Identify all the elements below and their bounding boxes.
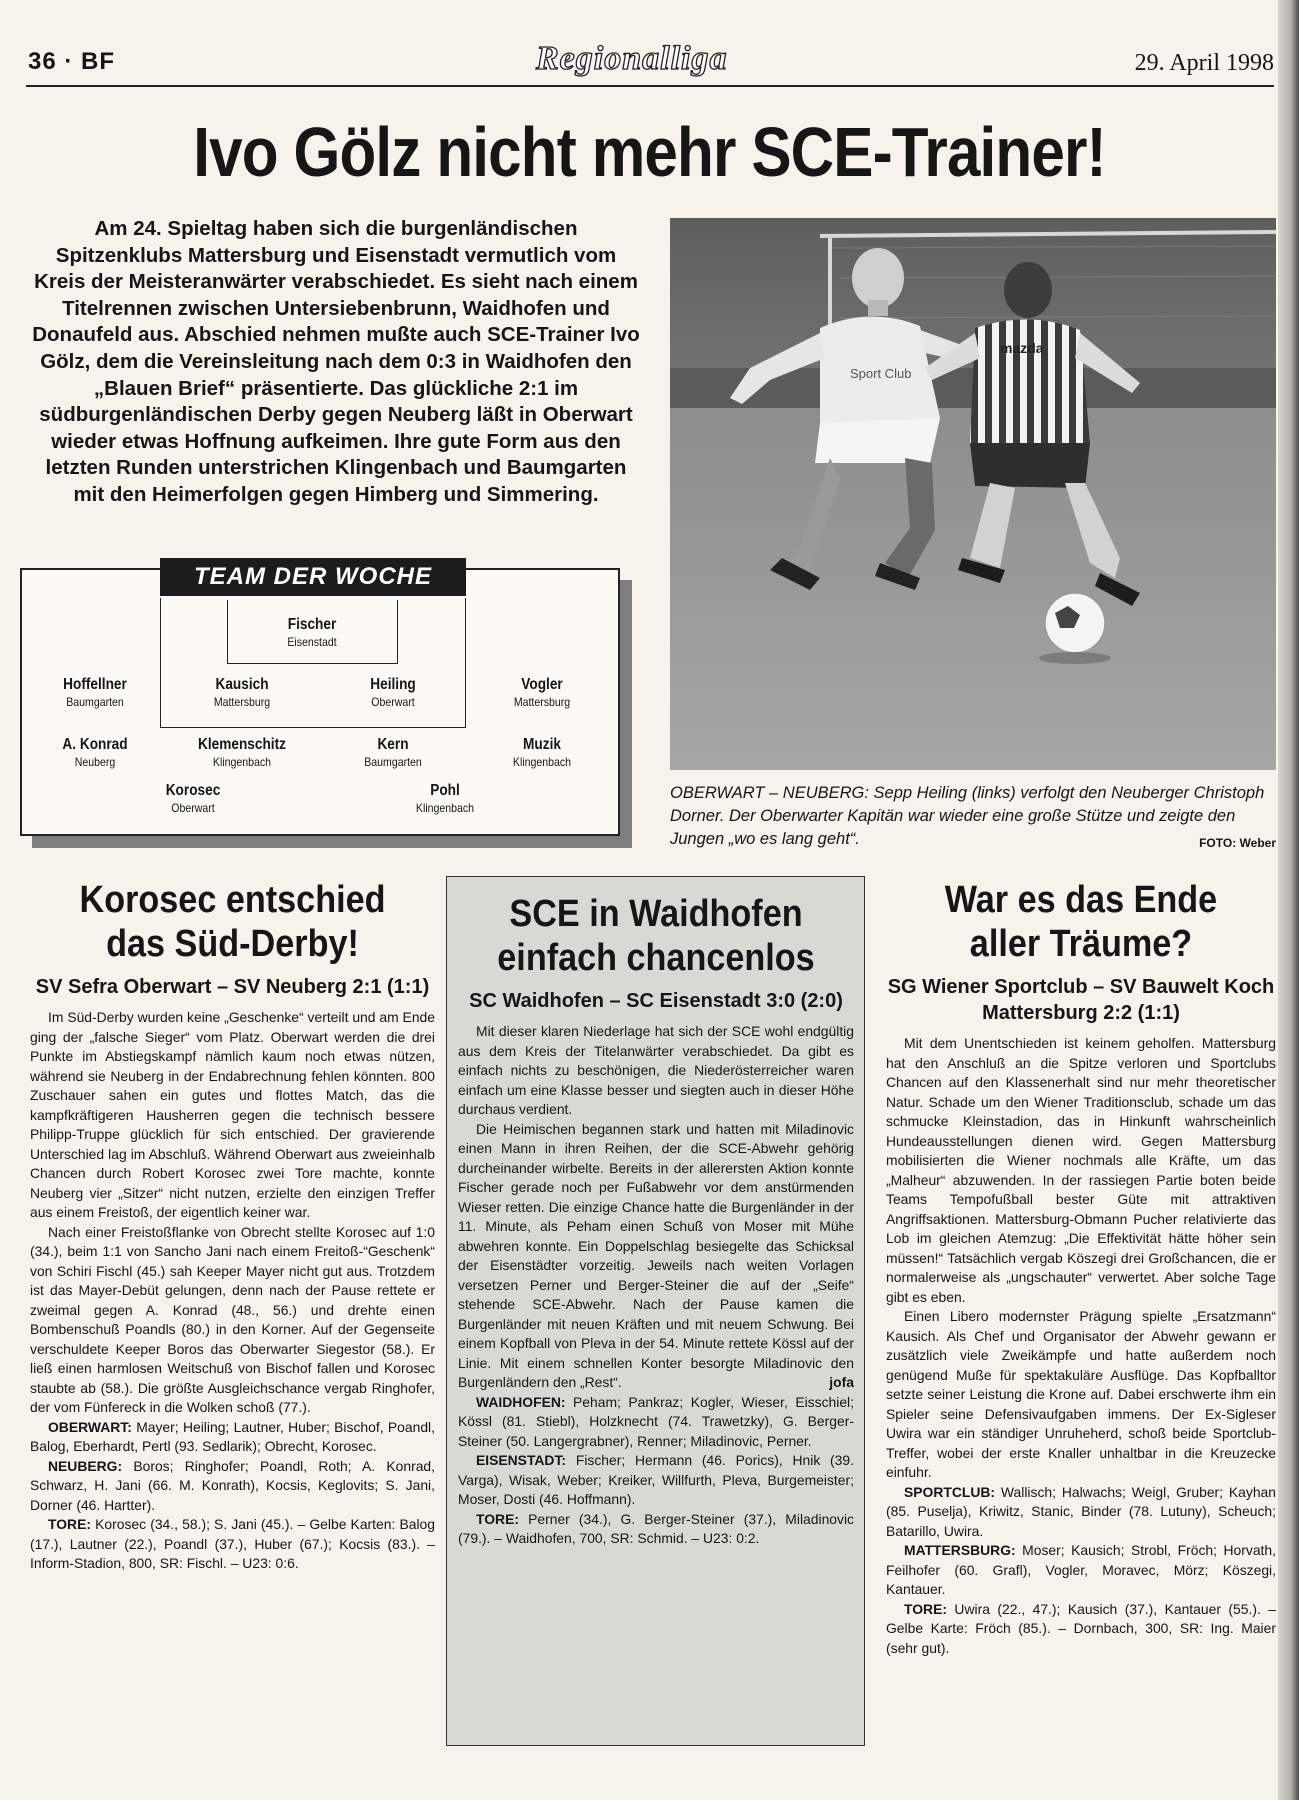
lineup-neuberg [30,1457,435,1516]
lineup-text: Uwira (22., 47.); Kausich (37.), Kantauer (55.). – Gelbe Karte: Fröch (85.). – Dornbach, 300, SR: Ing. Maier (sehr gut). [886,1600,1277,1656]
player-name: Korosec [165,782,221,799]
section-title: Regionalliga [536,40,728,77]
article-paragraph: Mit dem Unentschieden ist keinem geholfen. Mattersburg hat den Anschluß an die Spitze verloren und Sportclubs Chancen auf den Klassenerhalt sind nur mehr theoretischer Natur. Schade um den Wiener Traditionsclub, schade um das schmucke Kleinstadion, das in Hinkunft wahrscheinlich Hundeausstellungen dienen wird. Gegen Mattersburg mobilisierten die Wiener nochmals alle Kräfte, um das „Malheur“ abzuwenden. In der rassiegen Partie boten beide Teams Tempofußball bester Güte mit attraktiven Angriffsaktionen. Mattersburg-Obmann Pucher relativierte das Lob im gleichen Atemzug: „Die Effektivität hätte höher sein müssen!“ Tatsächlich vergab Köszegi drei Großchancen, die er normalerweise als „ungschauter“ verwertet. Aber solche Tage gibt es eben. [886,1035,1276,1305]
match-goals [30,1515,435,1574]
player-slot [167,736,317,769]
article-subtitle: SG Wiener Sportclub – SV Bauwelt Koch Mattersburg 2:2 (1:1) [887,976,1275,1024]
left-shirt-text: Sport Club [850,366,912,381]
player-slot [167,676,317,709]
player-slot [467,736,617,769]
player-club: Mattersburg [213,695,271,709]
match-goals [458,1510,854,1549]
lineup-label: EISENSTADT: [476,1452,567,1468]
lineup-label: TORE: [48,1516,91,1532]
player-club: Neuberg [74,755,116,769]
article-sportclub [886,878,1276,1658]
lineup-text: Moser; Kausich; Strobl, Fröch; Horvath, Feilhofer (60. Grafl), Vogler, Moravec, Mörz; Köszegi, Kantauer. [886,1542,1276,1597]
photo-caption [670,782,1276,855]
player-slot [20,736,170,769]
article-paragraph [458,1120,854,1393]
lineup-label: TORE: [476,1510,519,1527]
player-club: Eisenstadt [287,635,337,649]
article-title: SCE in Waidhofen einfach chancenlos [497,893,815,979]
lineup-text: Perner (34.), G. Berger-Steiner (37.), Miladinovic (79.). – Waidhofen, 700, SR: Schmid. – U23: 0:2. [458,1510,855,1546]
player-club: Klingenbach [212,755,272,769]
article-paragraph: Einen Libero modernster Prägung spielte „Ersatzmann“ Kausich. Als Chef und Organisator der Abwehr gewann er zusätzlich viele Zweikämpfe und hatte außerdem noch genügend Muße für spektakuläre Ausflüge. Das Kopfballtor setzte seiner Leistung die Krone auf. Dabei erschwerte ihm ein Spieler seine Defensivaufgaben immens. Der Ex-Sigleser Uwira war ein ständiger Unruheherd, schoß beide Sportclub-Treffer, wobei der erste Knaller unhaltbar in die Kreuzecke einfuhr. [886,1308,1276,1480]
player-club: Mattersburg [513,695,571,709]
lineup-text: Korosec (34., 58.); S. Jani (45.). – Gelbe Karten: Balog (17.), Lautner (22.), Poandl (37.), Huber (67.); Kocsis (83.). – Inform-Stadion, 800, SR: Fischl. – U23: 0:6. [30,1516,435,1571]
article-subtitle: SC Waidhofen – SC Eisenstadt 3:0 (2:0) [469,990,843,1012]
lineup-mattersburg [886,1541,1276,1600]
lineup-label: MATTERSBURG: [904,1542,1016,1558]
player-slot [118,782,268,815]
lead-paragraph: Am 24. Spieltag haben sich die burgenländischen Spitzenklubs Mattersburg und Eisenstadt vermutlich vom Kreis der Meisteranwärter verabschiedet. Es sieht nach einem Titelrennen zwischen Untersiebenbrunn, Waidhofen und Donaufeld aus. Abschied nehmen mußte auch SCE-Trainer Ivo Gölz, dem die Vereinsleitung nach dem 0:3 in Waidhofen den „Blauen Brief“ präsentierte. Das glückliche 2:1 im südburgenländischen Derby gegen Neuberg läßt in Oberwart wieder etwas Hoffnung aufkeimen. Ihre gute Form aus den letzten Runden unterstrichen Klingenbach und Baumgarten mit den Heimerfolgen gegen Himberg und Simmering. [32,217,640,506]
page-number: 36 · BF [28,48,116,75]
lineup-label: TORE: [904,1600,947,1617]
lineup-text: Peham; Pankraz; Kogler, Wieser, Eisschiel; Kössl (81. Stiebl), Holzknecht (74. Trawetzky), G. Berger-Steiner (50. Langergrabner), Renner; Miladinovic, Perner. [458,1393,854,1449]
player-club: Baumgarten [66,695,124,709]
article-title: Korosec entschied das Süd-Derby! [79,879,386,965]
player-goalkeeper [237,616,387,649]
main-headline: Ivo Gölz nicht mehr SCE-Trainer! [193,113,1106,191]
lineup-label: NEUBERG: [48,1457,123,1474]
photo-credit: FOTO: Weber [1199,836,1276,850]
article-paragraph: Nach einer Freistoßflanke von Obrecht stellte Korosec auf 1:0 (34.), beim 1:1 von Sancho Jani nach einem Freitoß-“Geschenk“ von Schiri Fischl (45.) sah Keeper Mayer nicht gut aus. Trotzdem ist das Mayer-Debüt gelungen, denn nach der Pause rettete er zweimal gegen A. Konrad (48., 56.) und drehte einen Bombenschuß Poandls (80.) in den Korner. Auf der Gegenseite verschuldete Keeper Boros das Oberwarter Siegestor (58.). Er ließ einen harmlosen Weitschuß von Bischof fallen und Korosec staubte ab (58.). Die größte Ausgleichschance vergab Ringhofer, der vom Fünfereck in die Wolken schoß (77.). [30,1223,435,1415]
player-slot [318,736,468,769]
match-photo-image [670,218,1276,770]
lineup-sportclub [886,1483,1276,1542]
player-club: Oberwart [171,801,215,815]
player-club: Klingenbach [512,755,572,769]
player-club: Baumgarten [364,755,422,769]
player-name: A. Konrad [62,736,128,753]
player-name: Kausich [215,676,269,693]
team-of-week-title: TEAM DER WOCHE [160,558,466,596]
player-name: Kern [377,736,409,753]
player-slot [318,676,468,709]
player-club: Oberwart [371,695,415,709]
lineup-oberwart [30,1418,435,1457]
article-paragraph: Im Süd-Derby wurden keine „Geschenke“ verteilt und am Ende ging der „falsche Sieger“ vom Platz. Oberwart werden die drei Punkte im Abstiegskampf nämlich kaum noch etwas nützen, während sie Neuberg in der Endabrechnung fehlen könnten. 800 Zuschauer sahen ein gutes und flottes Match, das die kampfkräftigeren Hausherren gegen die technisch bessere Philipp-Truppe glücklich für sich entschied. Der gravierende Unterschied lag im Abschluß. Während Oberwart aus zweieinhalb Chancen durch Robert Korosec zwei Tore machte, konnte Neuberg vier „Sitzer“ nicht nutzen, erzielte den einzigen Treffer aus einem Freistoß, der eigentlich keiner war. [30,1009,435,1220]
issue-date: 29. April 1998 [1134,50,1274,76]
player-name: Vogler [521,676,563,693]
photo-caption-text: OBERWART – NEUBERG: Sepp Heiling (links) verfolgt den Neuberger Christoph Dorner. Der Oberwarter Kapitän war wieder eine große Stütze und zeigte den Jungen „wo es lang geht“. [670,784,1265,848]
player-slot [20,676,170,709]
lineup-text: Mayer; Heiling; Lautner, Huber; Bischof, Poandl, Balog, Eberhardt, Pertl (93. Sedlarik); Obrecht, Korosec. [30,1418,435,1454]
right-shirt-text: mazda [1000,340,1044,356]
article-paragraph-text: Die Heimischen begannen stark und hatten mit Miladinovic einen Mann in ihren Reihen, der die SCE-Abwehr gehörig durcheinander wirbelte. Bereits in der allerersten Aktion konnte Fischer gerade noch per Fußabwehr vor dem anstürmenden Wieser retten. Die einzige Chance hatte die Burgenländer in der 11. Minute, als Peham einen Schuß von Moser mit Mühe abwehren konnte. Ein Doppelschlag besiegelte das Schicksal der Eisenstädter vorzeitig. Jeweils nach weiten Vorlagen versetzen Perner und Berger-Steiner die auf der „Seife“ stehende SCE-Abwehr. Nach der Pause kamen die Burgenländer mit neuen Kräften und mit neuem Schwung. Bei einem Kopfball von Pleva in der 54. Minute rettete Kössl auf der Linie. Mit einem schnellen Konter besorgte Miladinovic den Burgenländern den „Rest“. [458,1120,854,1390]
lineup-eisenstadt [458,1451,854,1510]
player-name: Heiling [370,676,416,693]
player-name: Hoffellner [63,676,127,693]
player-name: Fischer [287,616,337,633]
match-photo [670,218,1276,770]
article-korosec [30,878,435,1574]
player-name: Pohl [430,782,460,799]
lineup-text: Boros; Ringhofer; Poandl, Roth; A. Konrad, Schwarz, H. Jani (66. M. Konrath), Kocsis, Keglovits; S. Jani, Dorner (46. Hartter). [30,1457,436,1513]
author-signature: jofa [829,1374,854,1390]
player-name: Muzik [523,736,561,753]
lineup-text: Wallisch; Halwachs; Weigl, Gruber; Kayhan (85. Puselja), Kriwitz, Stanic, Binder (78. Lutuny), Scheuch; Batarillo, Uwira. [886,1483,1277,1539]
article-paragraph: Mit dieser klaren Niederlage hat sich der SCE wohl endgültig aus dem Kreis der Titelanwärter verabschiedet. Da gibt es einfach nichts zu beschönigen, die Niederösterreicher waren einfach um eine Klasse besser und siegten auch in dieser Höhe durchaus verdient. [458,1023,854,1117]
match-goals [886,1600,1276,1659]
player-name: Klemenschitz [198,736,286,753]
article-subtitle: SV Sefra Oberwart – SV Neuberg 2:1 (1:1) [35,976,430,998]
player-slot [370,782,520,815]
lineup-label: WAIDHOFEN: [476,1393,566,1410]
page-edge-shadow [1278,0,1299,1800]
lineup-text: Fischer; Hermann (46. Porics), Hnik (39. Varga), Wisak, Weber; Kreiker, Willfurth, Pleva, Burgemeister; Moser, Dosti (46. Hoffmann). [458,1452,854,1507]
header-rule [26,85,1274,87]
player-club: Klingenbach [415,801,475,815]
article-waidhofen [458,892,854,1549]
article-title: War es das Ende aller Träume? [944,879,1218,965]
lineup-label: SPORTCLUB: [904,1483,996,1500]
lineup-waidhofen [458,1393,854,1452]
player-slot [467,676,617,709]
lineup-label: OBERWART: [48,1418,132,1435]
